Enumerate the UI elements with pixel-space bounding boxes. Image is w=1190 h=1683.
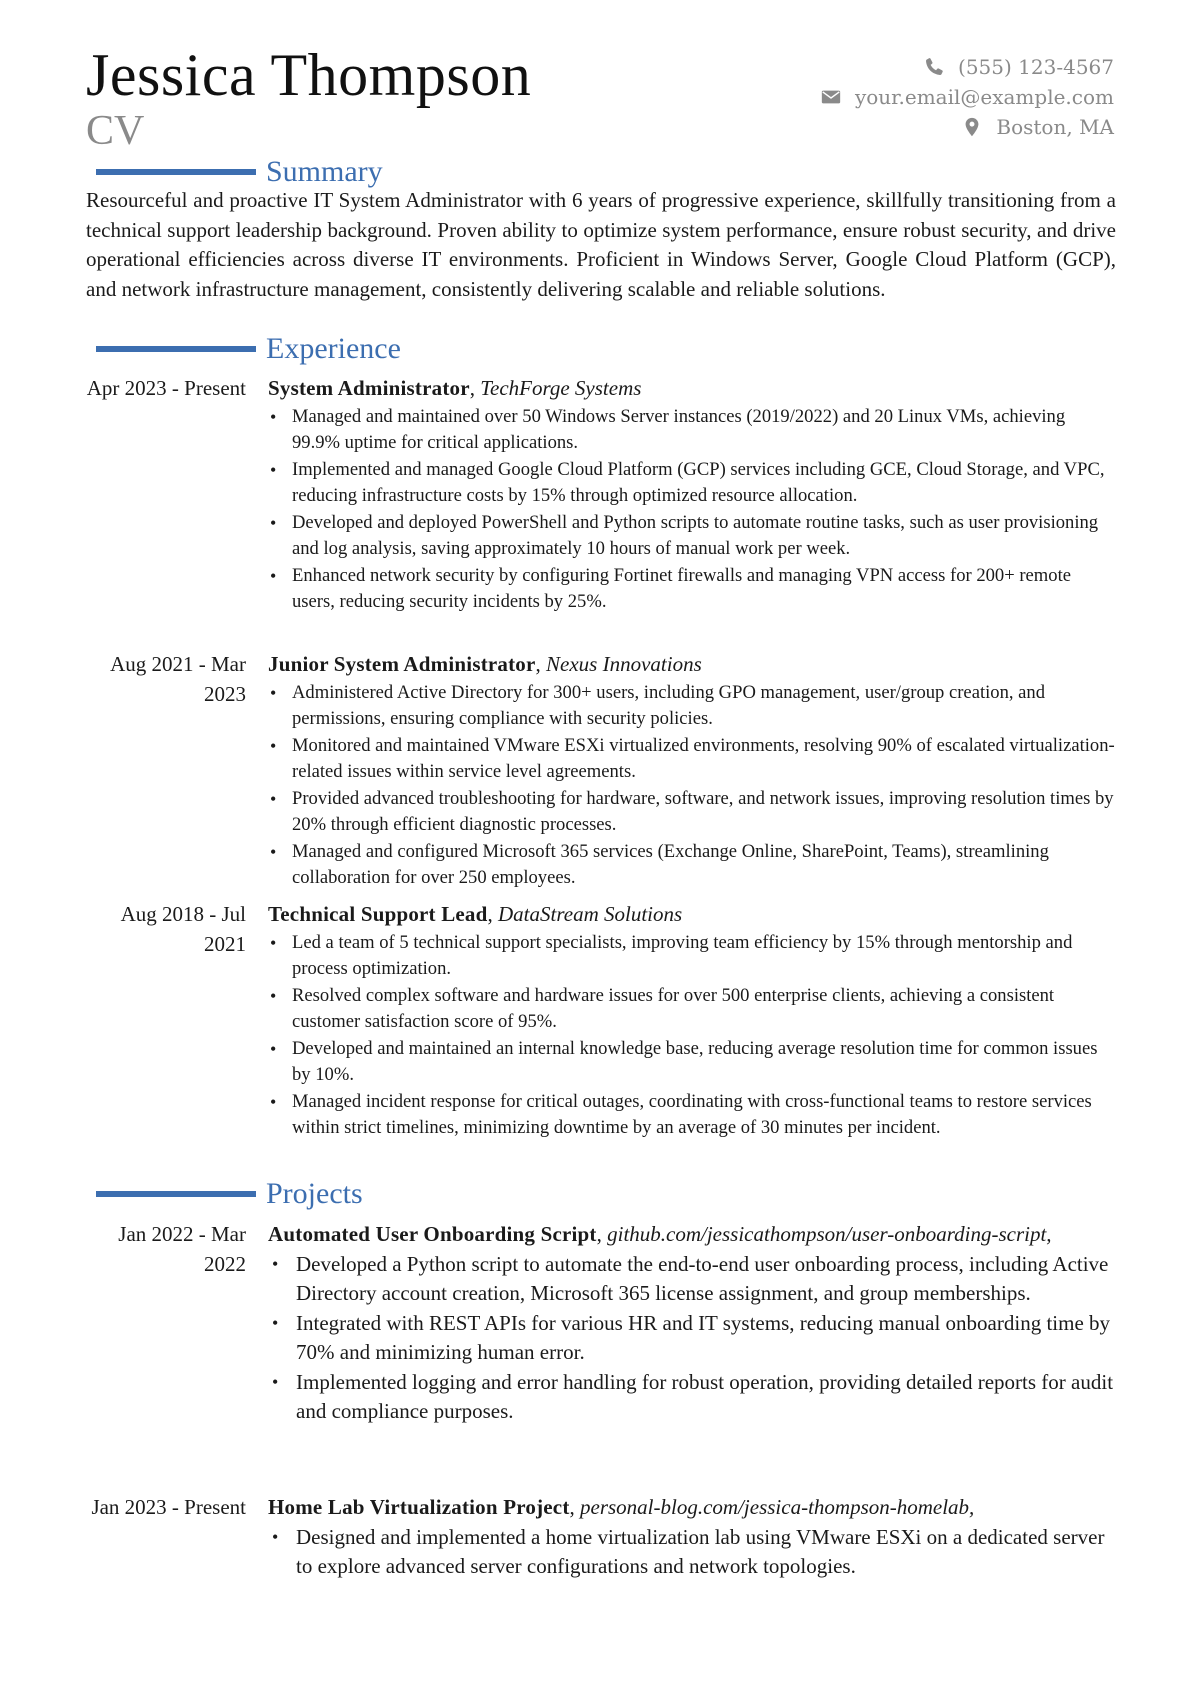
section-title: Experience <box>266 332 401 365</box>
phone-text: (555) 123-4567 <box>958 55 1114 79</box>
bullet-item: • Designed and implemented a home virtualization lab using VMware ESXi on a dedicated server to explore advanced server configurations and network topologies. <box>296 1523 1116 1582</box>
summary-text: Resourceful and proactive IT System Administrator with 6 years of progressive experience, skillfully transitioning from a technical support leadership background. Proven ability to optimize system performance, ensure robust security, and drive operational efficiencies across diverse IT environments. Proficient in Windows Server, Google Cloud Platform (GCP), and network infrastructure management, consistently delivering scalable and reliable solutions. <box>86 188 1116 301</box>
email-link[interactable]: your.email@example.com <box>854 85 1114 109</box>
section-rule <box>96 169 256 175</box>
contact-phone <box>819 52 1114 82</box>
project-title: Automated User Onboarding Script <box>268 1222 597 1246</box>
bullet-item: • Integrated with REST APIs for various HR and IT systems, reducing manual onboarding time by 70% and minimizing human error. <box>296 1309 1116 1368</box>
entry-heading: Junior System Administrator, Nexus Innovations <box>268 652 702 676</box>
entry-bullets <box>268 680 1116 892</box>
entry-heading: Automated User Onboarding Script, github.com/jessicathompson/user-onboarding-script, <box>268 1222 1052 1246</box>
bullet-item: • Provided advanced troubleshooting for hardware, software, and network issues, improving resolution times by 20% through efficient diagnostic processes. <box>292 786 1116 839</box>
project-title: Home Lab Virtualization Project <box>268 1495 570 1519</box>
entry-bullets <box>268 1250 1116 1427</box>
section-projects-heading <box>96 1176 363 1212</box>
entry-heading: System Administrator, TechForge Systems <box>268 376 642 400</box>
employer: Nexus Innovations <box>546 652 702 676</box>
section-title: Projects <box>266 1177 363 1210</box>
candidate-name: Jessica Thompson <box>86 42 532 108</box>
bullet-item: • Monitored and maintained VMware ESXi virtualized environments, resolving 90% of escalated virtualization-related issues within service level agreements. <box>292 733 1116 786</box>
map-pin-icon <box>960 116 984 138</box>
entry-date: Jan 2023 - Present <box>91 1495 246 1519</box>
entry-date: Aug 2021 - Mar 2023 <box>110 652 246 706</box>
employer: DataStream Solutions <box>498 902 683 926</box>
bullet-item: • Administered Active Directory for 300+ users, including GPO management, user/group creation, and permissions, ensuring compliance with security policies. <box>292 680 1116 733</box>
document-subtitle: CV <box>86 108 145 154</box>
bullet-item: • Developed and maintained an internal knowledge base, reducing average resolution time for common issues by 10%. <box>292 1036 1116 1089</box>
bullet-item: • Managed and maintained over 50 Windows Server instances (2019/2022) and 20 Linux VMs, achieving 99.9% uptime for critical applications. <box>292 404 1116 457</box>
contact-block <box>819 52 1114 142</box>
bullet-item: • Enhanced network security by configuring Fortinet firewalls and managing VPN access for 200+ remote users, reducing security incidents by 25%. <box>292 563 1116 616</box>
bullet-item: • Managed incident response for critical outages, coordinating with cross-functional teams to restore services within strict timelines, minimizing downtime by an average of 30 minutes per incident. <box>292 1089 1116 1142</box>
entry-bullets <box>268 1523 1116 1582</box>
section-rule <box>96 346 256 352</box>
phone-icon <box>922 56 946 78</box>
employer: TechForge Systems <box>480 376 642 400</box>
entry-heading: Home Lab Virtualization Project, personal-blog.com/jessica-thompson-homelab, <box>268 1495 975 1519</box>
job-title: Technical Support Lead <box>268 902 488 926</box>
bullet-item: • Developed and deployed PowerShell and Python scripts to automate routine tasks, such as user provisioning and log analysis, saving approximately 10 hours of manual work per week. <box>292 510 1116 563</box>
entry-heading: Technical Support Lead, DataStream Solutions <box>268 902 683 926</box>
entry-bullets <box>268 404 1116 616</box>
section-rule <box>96 1191 256 1197</box>
envelope-icon <box>819 86 843 108</box>
bullet-item: • Led a team of 5 technical support specialists, improving team efficiency by 15% through mentorship and process optimization. <box>292 930 1116 983</box>
contact-location <box>819 112 1114 142</box>
bullet-item: • Implemented logging and error handling for robust operation, providing detailed reports for audit and compliance purposes. <box>296 1368 1116 1427</box>
entry-date: Jan 2022 - Mar 2022 <box>118 1222 246 1276</box>
section-title: Summary <box>266 155 383 188</box>
section-experience-heading <box>96 331 401 367</box>
location-text: Boston, MA <box>996 115 1114 139</box>
project-link[interactable]: github.com/jessicathompson/user-onboarding-script, <box>607 1222 1052 1246</box>
entry-bullets <box>268 930 1116 1142</box>
entry-date: Apr 2023 - Present <box>86 376 246 400</box>
bullet-item: • Managed and configured Microsoft 365 services (Exchange Online, SharePoint, Teams), streamlining collaboration for over 250 employees. <box>292 839 1116 892</box>
job-title: System Administrator <box>268 376 470 400</box>
project-link[interactable]: personal-blog.com/jessica-thompson-homelab, <box>580 1495 975 1519</box>
section-summary-heading <box>96 154 383 190</box>
job-title: Junior System Administrator <box>268 652 536 676</box>
bullet-item: • Implemented and managed Google Cloud Platform (GCP) services including GCE, Cloud Storage, and VPC, reducing infrastructure costs by 15% through optimized resource allocation. <box>292 457 1116 510</box>
bullet-item: • Resolved complex software and hardware issues for over 500 enterprise clients, achieving a consistent customer satisfaction score of 95%. <box>292 983 1116 1036</box>
bullet-item: • Developed a Python script to automate the end-to-end user onboarding process, including Active Directory account creation, Microsoft 365 license assignment, and group memberships. <box>296 1250 1116 1309</box>
contact-email <box>819 82 1114 112</box>
entry-date: Aug 2018 - Jul 2021 <box>120 902 246 956</box>
